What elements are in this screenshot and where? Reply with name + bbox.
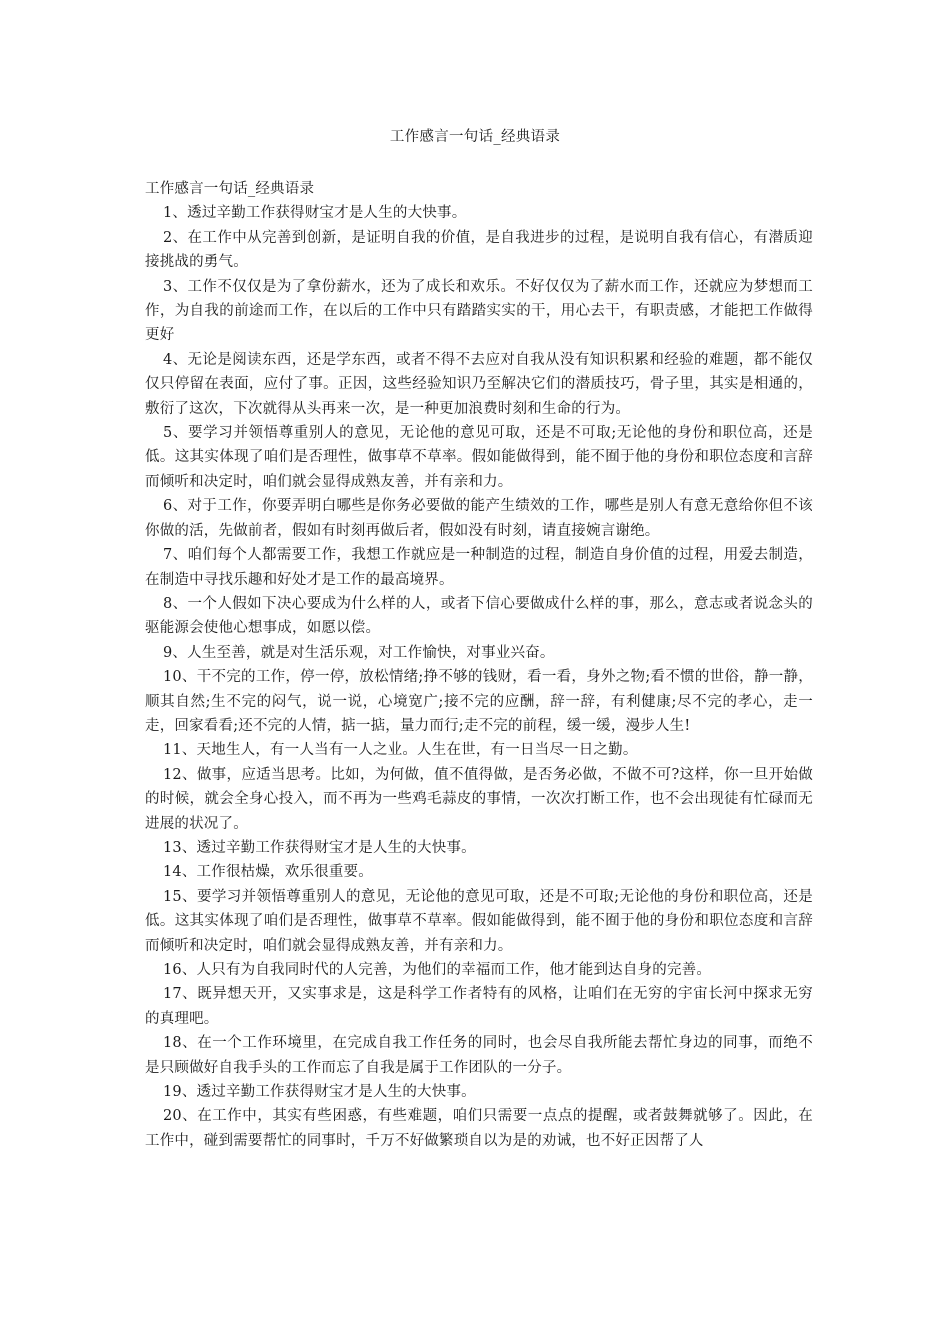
paragraph-5: 5、要学习并领悟尊重别人的意见，无论他的意见可取，还是不可取;无论他的身份和职位高，还是低。这其实体现了咱们是否理性，做事草不草率。假如能做得到，能不囿于他的身份和职位态度和言辞而倾听和决定时，咱们就会显得成熟友善，并有亲和力。 bbox=[145, 425, 813, 490]
document-title: 工作感言一句话_经典语录 bbox=[389, 129, 561, 145]
paragraph-6: 6、对于工作，你要弄明白哪些是你务必要做的能产生绩效的工作，哪些是别人有意无意给你但不该你做的活，先做前者，假如有时刻再做后者，假如没有时刻，请直接婉言谢绝。 bbox=[145, 498, 813, 539]
paragraph-16: 16、人只有为自我同时代的人完善，为他们的幸福而工作，他才能到达自身的完善。 bbox=[163, 962, 712, 978]
document-body bbox=[145, 177, 813, 1153]
paragraph-12: 12、做事，应适当思考。比如，为何做，值不值得做，是否务必做，不做不可?这样，你一旦开始做的时候，就会全身心投入，而不再为一些鸡毛蒜皮的事情，一次次打断工作，也不会出现徒有忙碌而无进展的状况了。 bbox=[145, 766, 813, 832]
paragraph-15: 15、要学习并领悟尊重别人的意见，无论他的意见可取，还是不可取;无论他的身份和职位高，还是低。这其实体现了咱们是否理性，做事草不草率。假如能做得到，能不囿于他的身份和职位态度和言辞而倾听和决定时，咱们就会显得成熟友善，并有亲和力。 bbox=[145, 888, 813, 954]
paragraph-4: 4、无论是阅读东西，还是学东西，或者不得不去应对自我从没有知识积累和经验的难题，都不能仅仅只停留在表面，应付了事。正因，这些经验知识乃至解决它们的潜质技巧，骨子里，其实是相通的，敷衍了这次，下次就得从头再来一次，是一种更加浪费时刻和生命的行为。 bbox=[145, 351, 813, 417]
paragraph-11: 11、天地生人，有一人当有一人之业。人生在世，有一日当尽一日之勤。 bbox=[163, 742, 638, 759]
paragraph-3: 3、工作不仅仅是为了拿份薪水，还为了成长和欢乐。不好仅仅为了薪水而工作，还就应为梦想而工作，为自我的前途而工作，在以后的工作中只有踏踏实实的干，用心去干，有职责感，才能把工作做得更好 bbox=[145, 278, 813, 344]
paragraph-1: 1、透过辛勤工作获得财宝才是人生的大快事。 bbox=[163, 205, 467, 222]
paragraph-7: 7、咱们每个人都需要工作，我想工作就应是一种制造的过程，制造自身价值的过程，用爱去制造，在制造中寻找乐趣和好处才是工作的最高境界。 bbox=[145, 547, 813, 588]
paragraph-2: 2、在工作中从完善到创新，是证明自我的价值，是自我进步的过程，是说明自我有信心，有潜质迎接挑战的勇气。 bbox=[145, 229, 813, 271]
paragraph-14: 14、工作很枯燥，欢乐很重要。 bbox=[163, 864, 373, 881]
paragraph-13: 13、透过辛勤工作获得财宝才是人生的大快事。 bbox=[163, 839, 476, 856]
paragraph-17: 17、既异想天开，又实事求是，这是科学工作者特有的风格，让咱们在无穷的宇宙长河中探求无穷的真理吧。 bbox=[145, 986, 813, 1027]
paragraph-10: 10、干不完的工作，停一停，放松情绪;挣不够的钱财，看一看，身外之物;看不惯的世俗，静一静，顺其自然;生不完的闷气，说一说，心境宽广;接不完的应酬，辞一辞，有利健康;尽不完的孝心，走一走，回家看看;还不完的人情，掂一掂，量力而行;走不完的前程，缓一缓，漫步人生! bbox=[145, 669, 813, 734]
paragraph-8: 8、一个人假如下决心要成为什么样的人，或者下信心要做成什么样的事，那么，意志或者说念头的驱能源会使他心想事成，如愿以偿。 bbox=[145, 595, 813, 637]
paragraph-18: 18、在一个工作环境里，在完成自我工作任务的同时，也会尽自我所能去帮忙身边的同事，而绝不是只顾做好自我手头的工作而忘了自我是属于工作团队的一分子。 bbox=[145, 1035, 813, 1076]
paragraph-9: 9、人生至善，就是对生活乐观，对工作愉快，对事业兴奋。 bbox=[163, 644, 555, 661]
paragraph-19: 19、透过辛勤工作获得财宝才是人生的大快事。 bbox=[163, 1084, 476, 1101]
section-heading: 工作感言一句话_经典语录 bbox=[145, 181, 315, 197]
paragraph-20: 20、在工作中，其实有些困惑，有些难题，咱们只需要一点点的提醒，或者鼓舞就够了。因此，在工作中，碰到需要帮忙的同事时，千万不好做繁琐自以为是的劝诫，也不好正因帮了人 bbox=[145, 1108, 813, 1149]
